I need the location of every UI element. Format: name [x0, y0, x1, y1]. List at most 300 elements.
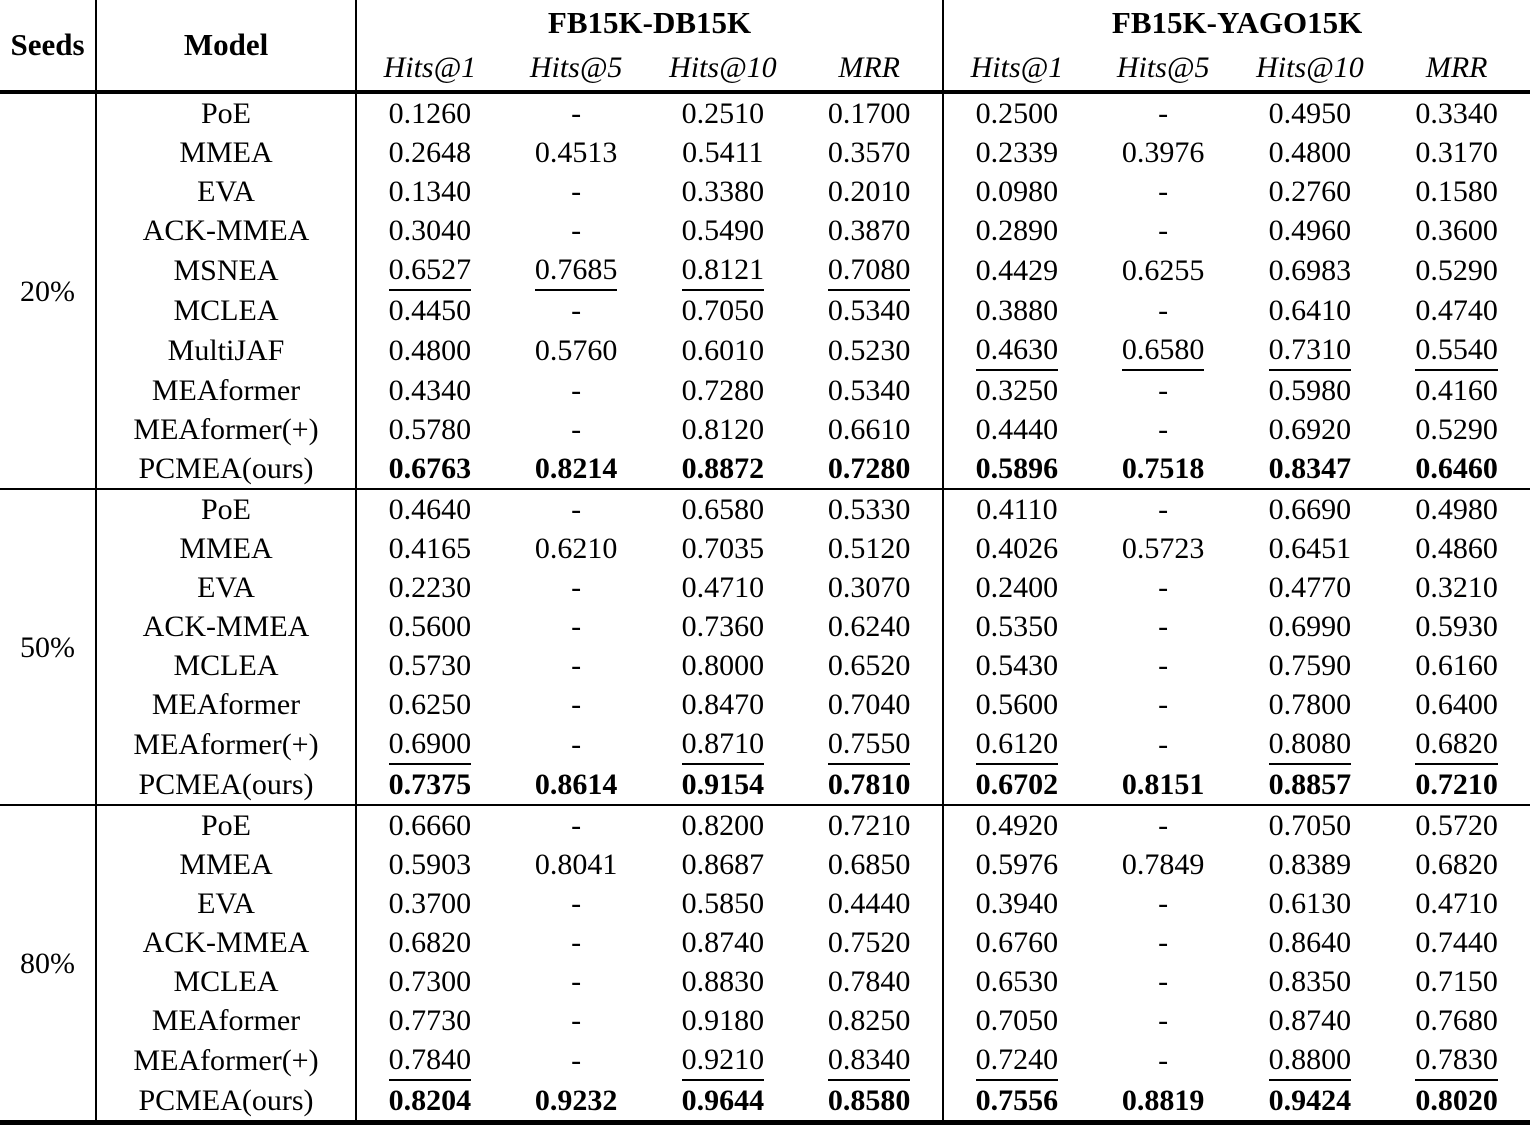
metric-cell: [796, 962, 943, 1001]
metric-cell: [943, 923, 1090, 962]
metric-cell: [650, 133, 797, 172]
table-row: [0, 291, 1530, 330]
metric-value: -: [1158, 649, 1169, 682]
table-row: [0, 489, 1530, 529]
metric-cell: [1237, 646, 1384, 685]
metric-cell: [943, 529, 1090, 568]
metric-cell: [356, 962, 503, 1001]
metric-value: 0.3380: [681, 175, 765, 208]
metric-cell: [503, 765, 650, 805]
metric-value: 0.1580: [1415, 175, 1498, 208]
metric-cell: [1090, 923, 1237, 962]
metric-cell: [650, 765, 797, 805]
model-name: MMEA: [96, 529, 356, 568]
metric-cell: [1383, 607, 1530, 646]
metric-value: 0.7150: [1415, 965, 1498, 998]
column-header-seeds: Seeds: [0, 0, 96, 92]
metric-value: -: [571, 97, 582, 130]
metric-value: 0.6580: [681, 493, 765, 526]
metric-value: 0.3170: [1415, 136, 1498, 169]
metric-value: 0.6520: [827, 649, 911, 682]
metric-value: 0.9644: [681, 1084, 765, 1117]
metric-value: 0.7830: [1415, 1043, 1498, 1081]
metric-cell: [650, 410, 797, 449]
metric-cell: [650, 646, 797, 685]
metric-cell: [1090, 884, 1237, 923]
metric-cell: [796, 884, 943, 923]
metric-cell: [1237, 962, 1384, 1001]
model-name: ACK-MMEA: [96, 923, 356, 962]
metric-cell: [503, 92, 650, 133]
table-row: [0, 884, 1530, 923]
metric-cell: [1383, 330, 1530, 371]
metric-value: 0.8614: [534, 768, 618, 801]
model-name: MEAformer: [96, 1001, 356, 1040]
metric-cell: [356, 685, 503, 724]
metric-cell: [1383, 724, 1530, 765]
metric-cell: [1237, 489, 1384, 529]
metric-value: 0.6120: [976, 727, 1059, 765]
metric-value: 0.6820: [1415, 848, 1498, 881]
metric-cell: [650, 92, 797, 133]
table-row: [0, 685, 1530, 724]
metric-value: 0.5730: [388, 649, 472, 682]
metric-cell: [1383, 172, 1530, 211]
metric-value: -: [571, 610, 582, 643]
metric-cell: [1090, 1001, 1237, 1040]
metric-cell: [503, 1040, 650, 1081]
metric-cell: [1237, 685, 1384, 724]
metric-value: 0.7840: [389, 1043, 472, 1081]
metric-value: -: [571, 175, 582, 208]
metric-value: 0.5120: [827, 532, 911, 565]
metric-value: 0.6850: [827, 848, 911, 881]
metric-value: 0.4710: [681, 571, 765, 604]
metric-cell: [356, 646, 503, 685]
metric-cell: [943, 371, 1090, 410]
metric-cell: [356, 805, 503, 845]
metric-value: 0.3040: [388, 214, 472, 247]
metric-cell: [650, 449, 797, 489]
metric-cell: [503, 845, 650, 884]
metric-cell: [943, 1081, 1090, 1123]
metric-cell: [943, 884, 1090, 923]
metric-value: -: [571, 493, 582, 526]
metric-cell: [796, 330, 943, 371]
metric-cell: [796, 250, 943, 291]
metric-value: 0.4450: [388, 294, 472, 327]
table-header: [0, 0, 1530, 92]
metric-cell: [650, 250, 797, 291]
table-row: [0, 330, 1530, 371]
metric-cell: [356, 92, 503, 133]
metric-value: 0.5290: [1415, 254, 1498, 287]
table-row: [0, 211, 1530, 250]
metric-cell: [650, 685, 797, 724]
column-group-fb15k-db15k: FB15K-DB15K: [356, 0, 943, 46]
column-header-hits1-yago: Hits@1: [970, 51, 1064, 84]
metric-cell: [1237, 884, 1384, 923]
metric-value: -: [1158, 728, 1169, 761]
metric-value: 0.7360: [681, 610, 765, 643]
model-name: PoE: [96, 805, 356, 845]
metric-value: 0.4980: [1415, 493, 1498, 526]
metric-cell: [650, 211, 797, 250]
column-header-mrr-db: MRR: [796, 46, 943, 92]
metric-cell: [650, 845, 797, 884]
metric-value: 0.0980: [975, 175, 1059, 208]
metric-cell: [503, 371, 650, 410]
table-row: [0, 371, 1530, 410]
metric-value: -: [1158, 1004, 1169, 1037]
metric-cell: [796, 529, 943, 568]
metric-cell: [356, 211, 503, 250]
metric-cell: [943, 724, 1090, 765]
metric-cell: [943, 646, 1090, 685]
metric-value: 0.7035: [681, 532, 765, 565]
metric-value: 0.8819: [1121, 1084, 1205, 1117]
metric-value: -: [1158, 294, 1169, 327]
table-row: [0, 568, 1530, 607]
metric-cell: [1237, 371, 1384, 410]
metric-cell: [1383, 884, 1530, 923]
metric-cell: [1383, 410, 1530, 449]
metric-cell: [650, 805, 797, 845]
metric-value: 0.7210: [827, 809, 911, 842]
metric-value: 0.7050: [975, 1004, 1059, 1037]
metric-value: 0.6702: [975, 768, 1059, 801]
metric-value: 0.8830: [681, 965, 765, 998]
metric-value: -: [1158, 887, 1169, 920]
metric-cell: [1090, 646, 1237, 685]
model-name: MMEA: [96, 133, 356, 172]
metric-cell: [796, 1040, 943, 1081]
metric-cell: [356, 371, 503, 410]
metric-cell: [503, 250, 650, 291]
metric-cell: [943, 607, 1090, 646]
metric-value: 0.7050: [1268, 809, 1352, 842]
metric-value: -: [571, 809, 582, 842]
metric-cell: [1237, 568, 1384, 607]
metric-value: 0.8020: [1415, 1084, 1498, 1117]
model-name: PoE: [96, 489, 356, 529]
metric-cell: [503, 211, 650, 250]
metric-cell: [943, 211, 1090, 250]
metric-value: 0.5780: [388, 413, 472, 446]
metric-cell: [1383, 371, 1530, 410]
metric-value: 0.8000: [681, 649, 765, 682]
seeds-label: 20%: [0, 92, 96, 489]
metric-cell: [1383, 765, 1530, 805]
metric-cell: [796, 685, 943, 724]
metric-cell: [796, 805, 943, 845]
metric-cell: [943, 845, 1090, 884]
metric-value: 0.7849: [1121, 848, 1205, 881]
metric-cell: [943, 962, 1090, 1001]
metric-value: 0.2510: [681, 97, 765, 130]
metric-cell: [1090, 568, 1237, 607]
metric-value: 0.6920: [1268, 413, 1352, 446]
metric-cell: [1383, 133, 1530, 172]
metric-value: 0.7550: [828, 727, 911, 765]
metric-value: 0.6527: [389, 253, 472, 291]
metric-cell: [356, 845, 503, 884]
metric-value: 0.5850: [681, 887, 765, 920]
table-row: [0, 607, 1530, 646]
metric-cell: [943, 410, 1090, 449]
metric-cell: [943, 250, 1090, 291]
metric-cell: [503, 607, 650, 646]
metric-value: 0.1340: [388, 175, 472, 208]
model-name: MCLEA: [96, 291, 356, 330]
metric-cell: [1383, 92, 1530, 133]
metric-cell: [503, 529, 650, 568]
metric-value: 0.4630: [976, 333, 1059, 371]
metric-cell: [1237, 1081, 1384, 1123]
metric-value: 0.5290: [1415, 413, 1498, 446]
metric-value: 0.5430: [975, 649, 1059, 682]
metric-cell: [796, 923, 943, 962]
metric-cell: [356, 884, 503, 923]
metric-cell: [356, 1001, 503, 1040]
metric-cell: [796, 449, 943, 489]
metric-cell: [1090, 291, 1237, 330]
metric-value: 0.7240: [976, 1043, 1059, 1081]
metric-cell: [1090, 1040, 1237, 1081]
table-row: [0, 92, 1530, 133]
metric-value: 0.4160: [1415, 374, 1498, 407]
metric-cell: [1090, 92, 1237, 133]
metric-value: 0.6250: [388, 688, 472, 721]
metric-cell: [356, 449, 503, 489]
metric-cell: [1237, 449, 1384, 489]
metric-value: 0.4960: [1268, 214, 1352, 247]
metric-value: 0.7800: [1268, 688, 1352, 721]
metric-value: 0.4340: [388, 374, 472, 407]
metric-cell: [1090, 133, 1237, 172]
metric-value: -: [1158, 610, 1169, 643]
metric-cell: [356, 1081, 503, 1123]
metric-value: 0.9232: [534, 1084, 618, 1117]
metric-cell: [503, 133, 650, 172]
metric-cell: [1383, 489, 1530, 529]
metric-cell: [1090, 607, 1237, 646]
metric-value: -: [571, 887, 582, 920]
metric-cell: [650, 923, 797, 962]
metric-value: 0.6820: [1415, 727, 1498, 765]
metric-cell: [503, 724, 650, 765]
metric-value: 0.4950: [1268, 97, 1352, 130]
metric-value: -: [1158, 413, 1169, 446]
metric-value: -: [571, 571, 582, 604]
column-header-hits1-db: Hits@1: [383, 51, 477, 84]
metric-cell: [1090, 765, 1237, 805]
model-name: MEAformer: [96, 685, 356, 724]
metric-cell: [943, 291, 1090, 330]
metric-cell: [356, 765, 503, 805]
metric-cell: [1237, 250, 1384, 291]
metric-cell: [503, 1081, 650, 1123]
metric-value: 0.2760: [1268, 175, 1352, 208]
metric-value: 0.3250: [975, 374, 1059, 407]
metric-value: 0.6990: [1268, 610, 1352, 643]
metric-cell: [1237, 1040, 1384, 1081]
model-name: EVA: [96, 568, 356, 607]
metric-cell: [356, 330, 503, 371]
model-name: PCMEA(ours): [96, 449, 356, 489]
metric-cell: [796, 1001, 943, 1040]
metric-cell: [796, 371, 943, 410]
metric-value: 0.8121: [682, 253, 765, 291]
metric-value: -: [571, 965, 582, 998]
seeds-label: 80%: [0, 805, 96, 1123]
metric-cell: [503, 1001, 650, 1040]
metric-value: 0.5723: [1121, 532, 1205, 565]
metric-cell: [1383, 805, 1530, 845]
model-name: EVA: [96, 884, 356, 923]
metric-cell: [503, 449, 650, 489]
metric-cell: [1383, 449, 1530, 489]
column-header-hits5-db: Hits@5: [529, 51, 623, 84]
metric-cell: [796, 410, 943, 449]
metric-value: 0.2890: [975, 214, 1059, 247]
metric-value: 0.5896: [975, 452, 1059, 485]
model-name: MEAformer(+): [96, 724, 356, 765]
metric-value: 0.4165: [388, 532, 472, 565]
table-row: [0, 410, 1530, 449]
metric-cell: [503, 291, 650, 330]
metric-value: 0.5600: [388, 610, 472, 643]
metric-value: 0.5903: [388, 848, 472, 881]
metric-cell: [1383, 1001, 1530, 1040]
model-name: ACK-MMEA: [96, 607, 356, 646]
metric-cell: [356, 172, 503, 211]
metric-cell: [503, 884, 650, 923]
model-name: EVA: [96, 172, 356, 211]
metric-cell: [1237, 845, 1384, 884]
metric-cell: [356, 250, 503, 291]
metric-cell: [1090, 805, 1237, 845]
metric-value: -: [571, 1044, 582, 1077]
metric-value: 0.4429: [975, 254, 1059, 287]
metric-value: 0.9154: [681, 768, 765, 801]
metric-value: 0.6410: [1268, 294, 1352, 327]
metric-value: -: [571, 1004, 582, 1037]
metric-value: 0.5340: [827, 374, 911, 407]
metric-value: 0.2230: [388, 571, 472, 604]
metric-value: 0.8080: [1269, 727, 1352, 765]
metric-value: 0.4640: [388, 493, 472, 526]
metric-cell: [943, 92, 1090, 133]
metric-cell: [943, 568, 1090, 607]
metric-cell: [1383, 845, 1530, 884]
metric-cell: [796, 646, 943, 685]
metric-value: 0.4800: [1268, 136, 1352, 169]
metric-value: 0.5980: [1268, 374, 1352, 407]
metric-value: 0.6610: [827, 413, 911, 446]
metric-value: -: [1158, 493, 1169, 526]
model-name: MMEA: [96, 845, 356, 884]
table-row: [0, 250, 1530, 291]
metric-value: 0.6690: [1268, 493, 1352, 526]
metric-value: 0.7050: [681, 294, 765, 327]
metric-cell: [1090, 845, 1237, 884]
metric-cell: [503, 172, 650, 211]
metric-cell: [943, 489, 1090, 529]
metric-cell: [356, 410, 503, 449]
table-row: [0, 724, 1530, 765]
metric-value: 0.2010: [827, 175, 911, 208]
metric-cell: [796, 845, 943, 884]
model-name: MCLEA: [96, 646, 356, 685]
metric-value: 0.4920: [975, 809, 1059, 842]
metric-value: 0.4740: [1415, 294, 1498, 327]
metric-cell: [650, 607, 797, 646]
metric-value: 0.2500: [975, 97, 1059, 130]
metric-cell: [1090, 724, 1237, 765]
metric-cell: [1237, 211, 1384, 250]
metric-value: 0.8389: [1268, 848, 1352, 881]
metric-value: 0.5720: [1415, 809, 1498, 842]
metric-cell: [1090, 685, 1237, 724]
metric-cell: [1383, 685, 1530, 724]
table-body: [0, 92, 1530, 1123]
metric-value: 0.6255: [1121, 254, 1205, 287]
metric-cell: [1383, 529, 1530, 568]
metric-cell: [503, 330, 650, 371]
group-header-row: [0, 0, 1530, 46]
metric-cell: [1237, 805, 1384, 845]
column-header-model: Model: [96, 0, 356, 92]
metric-value: 0.5340: [827, 294, 911, 327]
metric-value: 0.8250: [827, 1004, 911, 1037]
column-header-mrr-yago: MRR: [1425, 51, 1488, 84]
metric-value: 0.2339: [975, 136, 1059, 169]
metric-value: 0.5600: [975, 688, 1059, 721]
table-row: [0, 1081, 1530, 1123]
metric-cell: [943, 330, 1090, 371]
metric-cell: [943, 685, 1090, 724]
metric-value: -: [571, 294, 582, 327]
metric-value: 0.8041: [534, 848, 618, 881]
metric-cell: [796, 607, 943, 646]
metric-value: 0.2648: [388, 136, 472, 169]
metric-cell: [503, 962, 650, 1001]
model-name: MSNEA: [96, 250, 356, 291]
metric-cell: [1237, 330, 1384, 371]
metric-cell: [1237, 291, 1384, 330]
metric-value: -: [1158, 809, 1169, 842]
metric-value: 0.4860: [1415, 532, 1498, 565]
metric-value: 0.5490: [681, 214, 765, 247]
metric-value: 0.4710: [1415, 887, 1498, 920]
model-name: MEAformer: [96, 371, 356, 410]
metric-cell: [796, 172, 943, 211]
metric-cell: [650, 1040, 797, 1081]
metric-value: 0.5350: [975, 610, 1059, 643]
metric-value: -: [571, 688, 582, 721]
metric-cell: [650, 1001, 797, 1040]
metric-cell: [1237, 529, 1384, 568]
metric-cell: [796, 765, 943, 805]
model-name: MCLEA: [96, 962, 356, 1001]
metric-value: 0.6820: [388, 926, 472, 959]
metric-value: 0.8120: [681, 413, 765, 446]
column-header-hits10-db: Hits@10: [669, 51, 777, 84]
metric-value: 0.4440: [975, 413, 1059, 446]
metric-cell: [356, 724, 503, 765]
metric-cell: [356, 489, 503, 529]
